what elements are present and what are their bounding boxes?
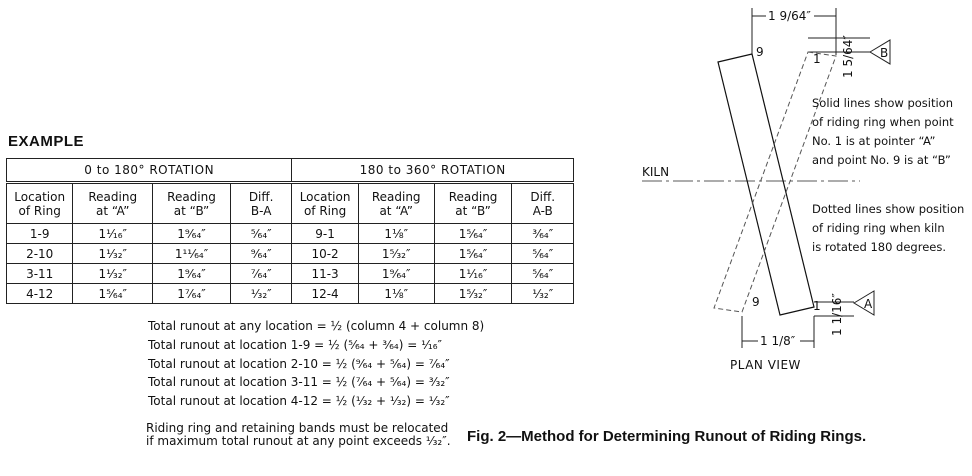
table-cell: 1⁵⁄₆₄″ (434, 224, 512, 244)
table-row (7, 284, 574, 304)
formula-line: Total runout at location 4-12 = ½ (¹⁄₃₂ + ¹⁄₃₂) = ¹⁄₃₂″ (148, 394, 450, 408)
column-header: Reading at “B” (434, 183, 512, 224)
table-cell: 1⁹⁄₆₄″ (153, 224, 231, 244)
formula-line: Total runout at location 1-9 = ½ (⁵⁄₆₄ + ³⁄₆₄) = ¹⁄₁₆″ (148, 338, 442, 352)
table-group-header-row (7, 159, 574, 183)
table-cell: ⁵⁄₆₄″ (512, 264, 574, 284)
column-header: Diff. A-B (512, 183, 574, 224)
table-column-header-row (7, 183, 574, 224)
note-line: if maximum total runout at any point exceeds ¹⁄₃₂″. (146, 434, 451, 448)
dimension-right-bottom-label: 1 1/16″ (830, 293, 844, 336)
table-cell: 1¹⁄₁₆″ (73, 224, 153, 244)
dimension-right-top-label: 1 5/64″ (841, 35, 855, 78)
table-cell: 1⅛″ (358, 224, 434, 244)
point-9-bottom: 9 (752, 295, 760, 309)
table-cell: 2-10 (7, 244, 73, 264)
riding-ring-dotted (714, 52, 836, 312)
point-9-top: 9 (756, 45, 764, 59)
runout-table (6, 158, 574, 304)
table-cell: 4-12 (7, 284, 73, 304)
table-cell: 3-11 (7, 264, 73, 284)
table-cell: ¹⁄₃₂″ (512, 284, 574, 304)
dimension-top-label: 1 9/64″ (768, 9, 811, 23)
table-cell: 1⁷⁄₆₄″ (153, 284, 231, 304)
table-cell: 1⁹⁄₆₄″ (153, 264, 231, 284)
note-line: Riding ring and retaining bands must be relocated (146, 421, 449, 435)
formula-line: Total runout at any location = ½ (column 4 + column 8) (148, 319, 485, 333)
table-cell: 1⅛″ (358, 284, 434, 304)
table-row (7, 244, 574, 264)
group-header-180-360: 180 to 360° ROTATION (292, 159, 574, 183)
table-cell: 1⁵⁄₆₄″ (73, 284, 153, 304)
column-header: Reading at “A” (358, 183, 434, 224)
table-cell: ⁵⁄₆₄″ (512, 244, 574, 264)
description-line: of riding ring when kiln (812, 221, 945, 235)
dotted-lines-description (812, 200, 964, 257)
table-cell: 10-2 (292, 244, 358, 264)
figure-caption: Fig. 2—Method for Determining Runout of Riding Rings. (467, 428, 867, 445)
table-cell: ¹⁄₃₂″ (230, 284, 291, 304)
table-row (7, 264, 574, 284)
table-cell: ³⁄₆₄″ (512, 224, 574, 244)
table-cell: 1¹⁄₁₆″ (434, 264, 512, 284)
table-cell: 11-3 (292, 264, 358, 284)
kiln-label: KILN (642, 165, 670, 179)
table-cell: 9-1 (292, 224, 358, 244)
description-line: No. 1 is at pointer “A” (812, 134, 936, 148)
description-line: is rotated 180 degrees. (812, 240, 947, 254)
table-cell: 1⁵⁄₆₄″ (434, 244, 512, 264)
table-cell: 1⁵⁄₃₂″ (434, 284, 512, 304)
table-cell: 1¹¹⁄₆₄″ (153, 244, 231, 264)
description-line: and point No. 9 is at “B” (812, 153, 951, 167)
solid-lines-description (812, 94, 954, 170)
table-cell: ⁹⁄₆₄″ (230, 244, 291, 264)
dimension-bottom-label: 1 1/8″ (760, 334, 796, 348)
riding-ring-solid (718, 54, 814, 315)
table-cell: ⁵⁄₆₄″ (230, 224, 291, 244)
relocation-note (146, 422, 466, 448)
table-cell: 1¹⁄₃₂″ (73, 244, 153, 264)
column-header: Reading at “A” (73, 183, 153, 224)
table-cell: 1¹⁄₃₂″ (73, 264, 153, 284)
description-line: Dotted lines show position (812, 202, 965, 216)
column-header: Location of Ring (7, 183, 73, 224)
plan-view-label: PLAN VIEW (730, 358, 801, 372)
column-header: Location of Ring (292, 183, 358, 224)
formula-line: Total runout at location 3-11 = ½ (⁷⁄₆₄ + ⁵⁄₆₄) = ³⁄₃₂″ (148, 375, 450, 389)
group-header-0-180: 0 to 180° ROTATION (7, 159, 292, 183)
column-header: Diff. B-A (230, 183, 291, 224)
point-1-top: 1 (813, 52, 821, 66)
point-1-bottom: 1 (813, 299, 821, 313)
table-cell: 12-4 (292, 284, 358, 304)
pointer-a-label: A (864, 297, 873, 311)
description-line: Solid lines show position (812, 96, 954, 110)
table-cell: 1⁹⁄₆₄″ (358, 264, 434, 284)
example-heading: EXAMPLE (8, 133, 85, 150)
formula-line: Total runout at location 2-10 = ½ (⁹⁄₆₄ + ⁵⁄₆₄) = ⁷⁄₆₄″ (148, 357, 450, 371)
column-header: Reading at “B” (153, 183, 231, 224)
table-cell: 1-9 (7, 224, 73, 244)
pointer-b-label: B (880, 46, 889, 60)
table-cell: 1⁵⁄₃₂″ (358, 244, 434, 264)
table-cell: ⁷⁄₆₄″ (230, 264, 291, 284)
table-row (7, 224, 574, 244)
description-line: of riding ring when point (812, 115, 954, 129)
